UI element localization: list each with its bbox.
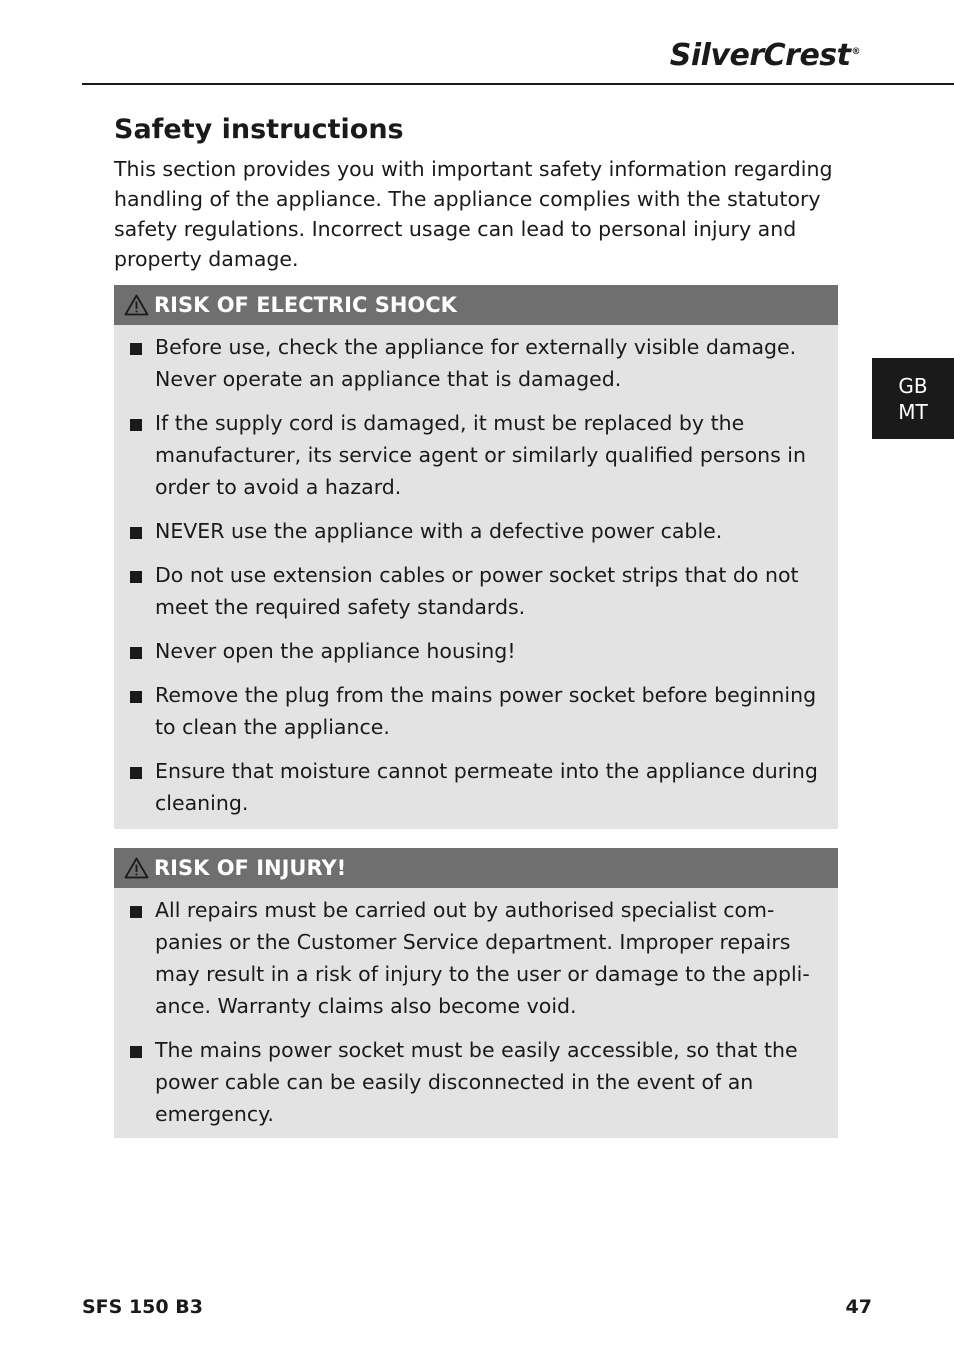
- warning-header: [114, 285, 838, 325]
- list-item: [130, 559, 822, 623]
- list-item: [130, 894, 822, 1022]
- list-item-text: The mains power socket must be easily accessible, so that the power cable can be easily disconnected in the event of an emergency.: [155, 1038, 798, 1126]
- page-title: Safety instructions: [114, 114, 404, 145]
- warning-heading: RISK OF INJURY!: [154, 856, 347, 880]
- bullet-square-icon: [130, 906, 142, 918]
- language-tab: [872, 358, 954, 439]
- warning-box-injury: [114, 848, 838, 1138]
- warning-header: [114, 848, 838, 888]
- language-code-mt: MT: [898, 399, 928, 424]
- bullet-square-icon: [130, 571, 142, 583]
- warning-list: [114, 325, 838, 819]
- list-item-text: If the supply cord is damaged, it must be replaced by the manufacturer, its service agent or similarly qualified persons in order to avoid a hazard.: [155, 411, 806, 499]
- list-item-text: Remove the plug from the mains power socket before beginning to clean the appliance.: [155, 683, 817, 739]
- language-code-gb: GB: [898, 373, 928, 398]
- bullet-square-icon: [130, 767, 142, 779]
- bullet-square-icon: [130, 691, 142, 703]
- registered-mark: ®: [851, 47, 860, 57]
- list-item: [130, 407, 822, 503]
- list-item-text: All repairs must be carried out by authorised specialist com-panies or the Customer Service department. Improper repairs may result in a risk of injury to the user or damage to the appli-ance. Warranty claims also become void.: [155, 898, 810, 1018]
- page-number: 47: [845, 1296, 872, 1318]
- bullet-square-icon: [130, 343, 142, 355]
- list-item-text: NEVER use the appliance with a defective power cable.: [155, 519, 723, 543]
- list-item: [130, 679, 822, 743]
- bullet-square-icon: [130, 527, 142, 539]
- header-divider: [82, 83, 954, 85]
- list-item: [130, 755, 822, 819]
- footer-model: SFS 150 B3: [82, 1296, 203, 1318]
- list-item: [130, 1034, 822, 1130]
- brand-name: SilverCrest: [669, 38, 851, 73]
- list-item-text: Do not use extension cables or power socket strips that do not meet the required safety standards.: [155, 563, 799, 619]
- warning-heading: RISK OF ELECTRIC SHOCK: [154, 293, 457, 317]
- warning-list: [114, 888, 838, 1130]
- intro-paragraph: This section provides you with important safety information regarding handling of the appliance. The appliance complies with the statutory safety regulations. Incorrect usage can lead to personal injury and property damage.: [114, 157, 833, 271]
- list-item-text: Never open the appliance housing!: [155, 639, 516, 663]
- warning-box-electric-shock: [114, 285, 838, 829]
- brand-logo: [670, 38, 860, 73]
- warning-triangle-icon: [124, 857, 149, 879]
- list-item: [130, 515, 822, 547]
- list-item: [130, 331, 822, 395]
- list-item: [130, 635, 822, 667]
- bullet-square-icon: [130, 647, 142, 659]
- bullet-square-icon: [130, 1046, 142, 1058]
- list-item-text: Before use, check the appliance for externally visible damage. Never operate an appliance that is damaged.: [155, 335, 797, 391]
- bullet-square-icon: [130, 419, 142, 431]
- warning-triangle-icon: [124, 294, 149, 316]
- list-item-text: Ensure that moisture cannot permeate into the appliance during cleaning.: [155, 759, 818, 815]
